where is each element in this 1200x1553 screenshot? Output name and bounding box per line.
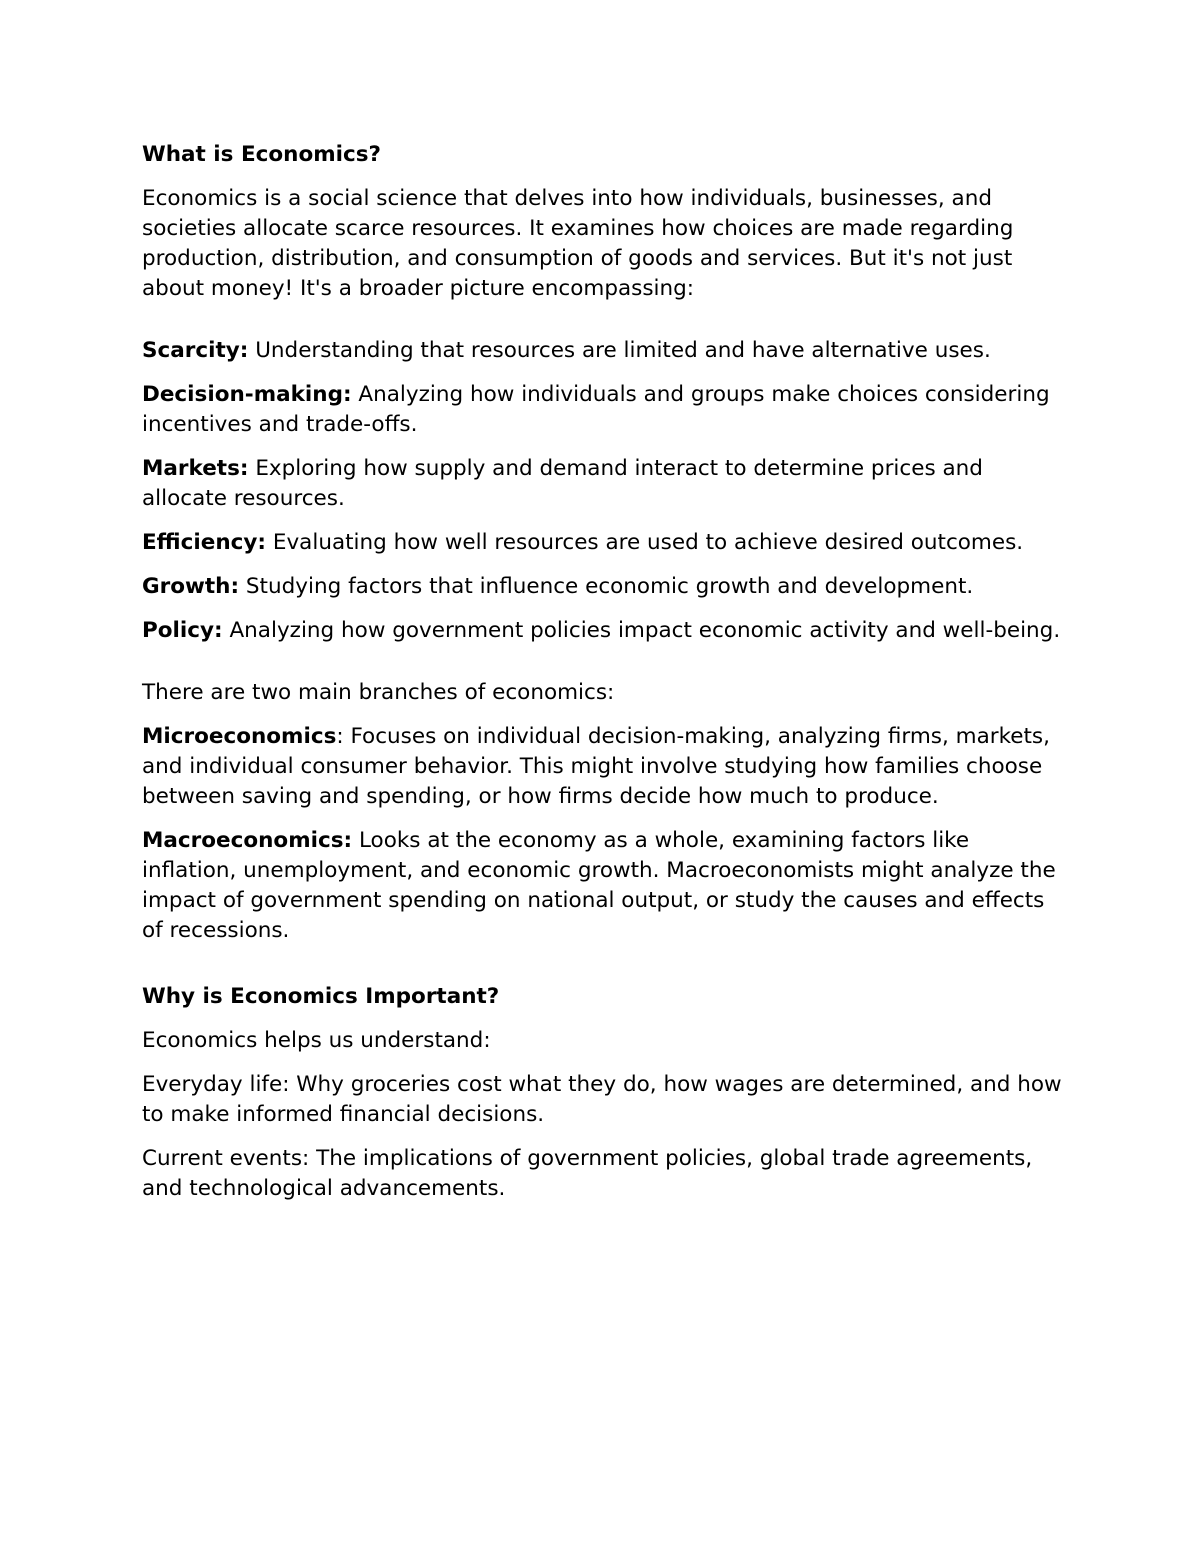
heading-why-important: Why is Economics Important? — [142, 984, 500, 1009]
intro-paragraph: Economics is a social science that delves into how individuals, businesses, and societies allocate scarce resources. It examines how choices are made regarding production, distribution, and consumption of goods and services. But it's not just about money! It's a broader picture encompassing: — [142, 186, 1014, 301]
branch-term: Microeconomics — [142, 724, 337, 749]
branches-intro: There are two main branches of economics: — [142, 680, 615, 705]
concept-term: Decision-making: — [142, 382, 352, 407]
concept-decision-making — [142, 380, 1062, 440]
concept-text: Exploring how supply and demand interact to determine prices and allocate resources. — [142, 456, 983, 511]
branch-text: Looks at the economy as a whole, examining factors like inflation, unemployment, and economic growth. Macroeconomists might analyze the impact of government spending on national output, or study the causes and effects of recessions. — [142, 828, 1056, 943]
concept-text: Analyzing how individuals and groups make choices considering incentives and trade-offs. — [142, 382, 1050, 437]
heading-what-is-economics: What is Economics? — [142, 142, 382, 167]
concept-efficiency — [142, 528, 1062, 558]
branch-term: Macroeconomics: — [142, 828, 353, 853]
branch-text: : Focuses on individual decision-making, analyzing firms, markets, and individual consumer behavior. This might involve studying how families choose between saving and spending, or how firms decide how much to produce. — [142, 724, 1050, 809]
branch-macroeconomics — [142, 826, 1062, 946]
importance-everyday-life: Everyday life: Why groceries cost what they do, how wages are determined, and how to make informed financial decisions. — [142, 1072, 1062, 1127]
concept-text: Evaluating how well resources are used to achieve desired outcomes. — [266, 530, 1024, 555]
importance-intro: Economics helps us understand: — [142, 1028, 491, 1053]
concept-term: Efficiency: — [142, 530, 267, 555]
concept-text: Analyzing how government policies impact economic activity and well-being. — [222, 618, 1061, 643]
concept-term: Policy: — [142, 618, 223, 643]
concept-markets — [142, 454, 1062, 514]
branch-microeconomics — [142, 722, 1062, 812]
concept-text: Studying factors that influence economic growth and development. — [239, 574, 974, 599]
concept-policy — [142, 616, 1062, 646]
concept-term: Scarcity: — [142, 338, 249, 363]
concept-scarcity — [142, 336, 1062, 366]
concept-growth — [142, 572, 1062, 602]
concept-term: Markets: — [142, 456, 249, 481]
document-page — [142, 140, 1062, 1204]
importance-current-events: Current events: The implications of government policies, global trade agreements, and technological advancements. — [142, 1146, 1033, 1201]
concept-term: Growth: — [142, 574, 240, 599]
concept-text: Understanding that resources are limited and have alternative uses. — [248, 338, 991, 363]
